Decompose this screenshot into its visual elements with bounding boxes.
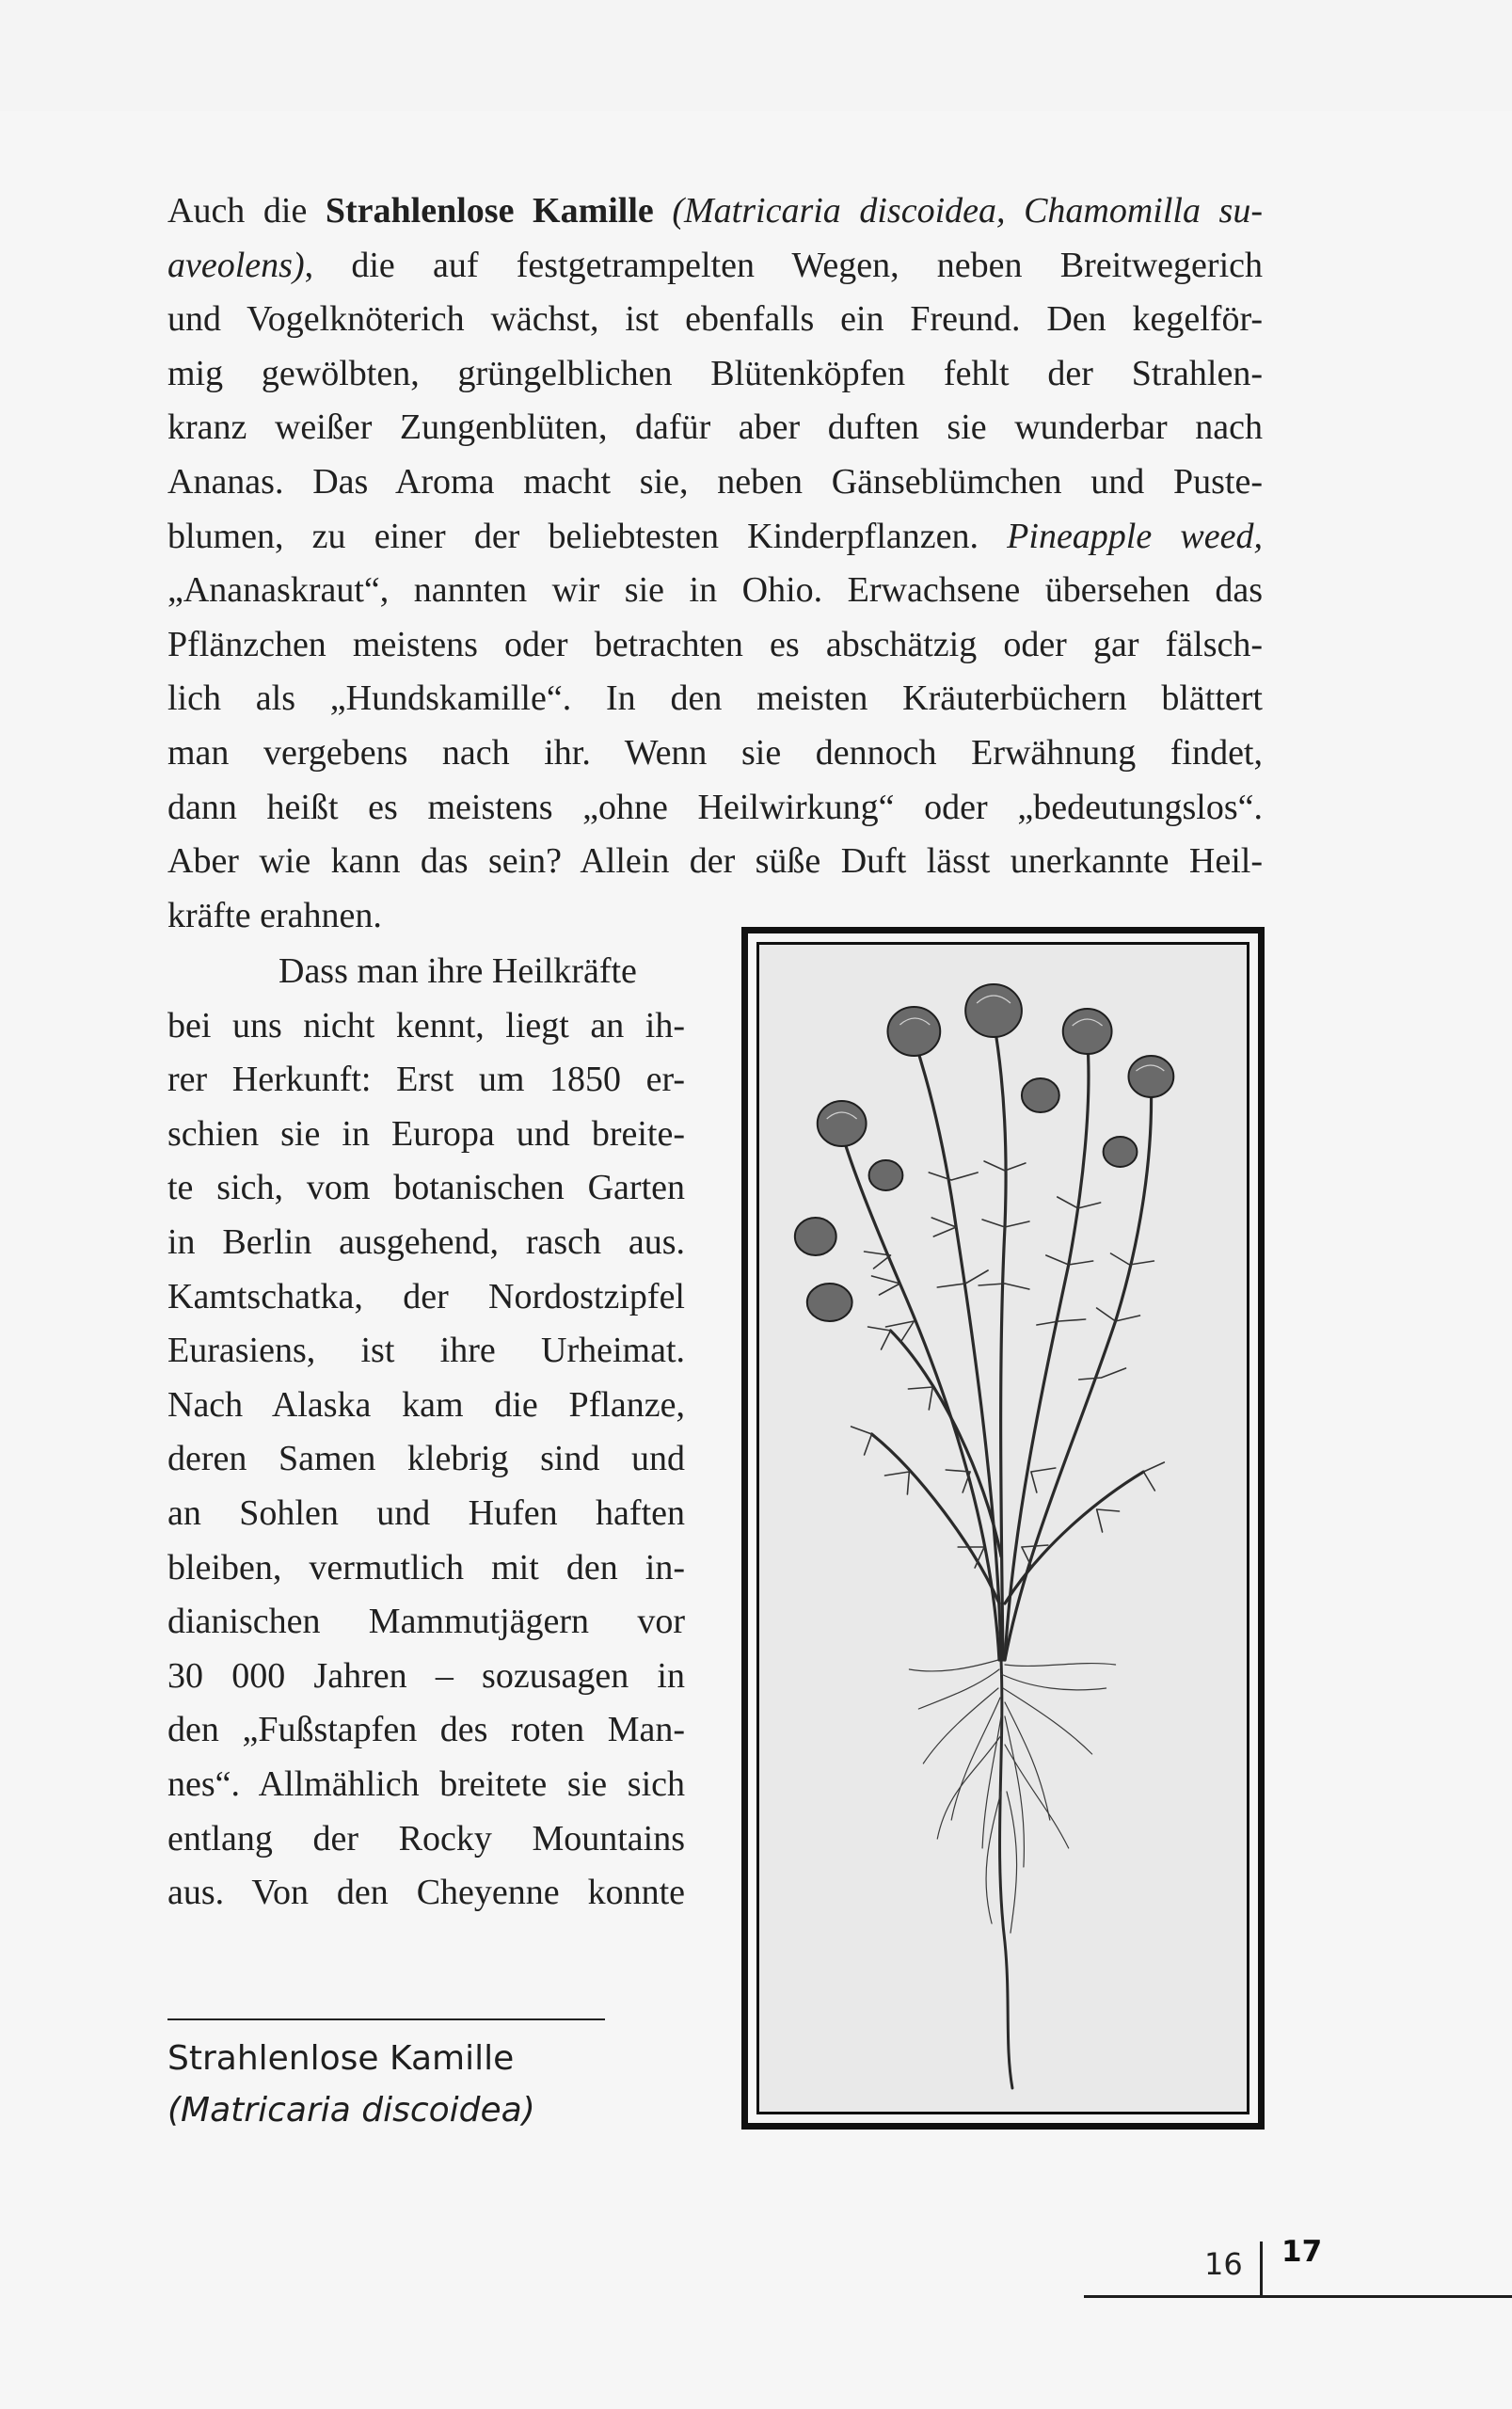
p2-line-5: te sich, vom botanischen Garten xyxy=(167,1168,685,1208)
paragraph-1 xyxy=(167,184,1263,943)
p2-line-13: dianischen Mammutjägern vor xyxy=(167,1602,685,1642)
p1-line-4: mig gewölbten, grüngelblichen Blütenköpfen fehlt der Strahlen- xyxy=(167,353,1263,393)
paragraph-2 xyxy=(167,945,685,1921)
illustration-panel xyxy=(756,942,1249,2114)
p2-line-15: den „Fußstapfen des roten Man- xyxy=(167,1710,685,1750)
p2-line-9: Nach Alaska kam die Pflanze, xyxy=(167,1384,685,1425)
folio-divider xyxy=(1260,2241,1263,2297)
caption-name: Strahlenlose Kamille xyxy=(167,2039,515,2078)
p1-line-12: dann heißt es meistens „ohne Heilwirkung“ oder „bedeutungslos“. xyxy=(167,787,1263,827)
p2-line-18: aus. Von den Cheyenne konnte xyxy=(167,1873,685,1913)
p2-line-7: Kamtschatka, der Nordostzipfel xyxy=(167,1276,685,1316)
p2-line-8: Eurasiens, ist ihre Urheimat. xyxy=(167,1331,685,1371)
p1-line-7: blumen, zu einer der beliebtesten Kinderpflanzen. Pineapple weed, xyxy=(167,516,1263,556)
p2-line-17: entlang der Rocky Mountains xyxy=(167,1818,685,1859)
figure-caption xyxy=(167,2033,732,2136)
plant-name-bold: Strahlenlose Kamille xyxy=(325,191,654,231)
p1-line-11: man vergebens nach ihr. Wenn sie dennoch Erwähnung findet, xyxy=(167,732,1263,773)
latin-name-italic: (Matricaria discoidea, Chamomilla su- xyxy=(672,191,1263,231)
p1-line-3: und Vogelknöterich wächst, ist ebenfalls ein Freund. Den kegelför- xyxy=(167,299,1263,340)
p2-line-10: deren Samen klebrig sind und xyxy=(167,1439,685,1479)
p2-line-14: 30 000 Jahren – sozusagen in xyxy=(167,1655,685,1696)
page-number-right: 17 xyxy=(1281,2235,1323,2269)
p1-line-6: Ananas. Das Aroma macht sie, neben Gänseblümchen und Puste- xyxy=(167,461,1263,502)
p1-line-5: kranz weißer Zungenblüten, dafür aber duften sie wunderbar nach xyxy=(167,407,1263,448)
page-number-left: 16 xyxy=(1204,2246,1243,2282)
p1-line-2: aveolens), die auf festgetrampelten Wegen, neben Breitwegerich xyxy=(167,245,1263,285)
p2-line-6: in Berlin ausgehend, rasch aus. xyxy=(167,1221,685,1262)
p2-line-1: Dass man ihre Heilkräfte xyxy=(279,951,637,991)
p2-line-4: schien sie in Europa und breite- xyxy=(167,1113,685,1154)
p2-line-12: bleiben, vermutlich mit den in- xyxy=(167,1547,685,1587)
page-top-band xyxy=(0,0,1512,111)
p2-line-3: rer Herkunft: Erst um 1850 er- xyxy=(167,1060,685,1100)
p1-line-8: „Ananaskraut“, nannten wir sie in Ohio. Erwachsene übersehen das xyxy=(167,570,1263,611)
pineapple-weed-illustration xyxy=(759,945,1247,2112)
illustration-frame xyxy=(741,927,1265,2130)
p2-line-16: nes“. Allmählich breitete sie sich xyxy=(167,1763,685,1804)
caption-latin: (Matricaria discoidea) xyxy=(167,2091,535,2130)
p1-line-9: Pflänzchen meistens oder betrachten es abschätzig oder gar fälsch- xyxy=(167,624,1263,664)
p1-line-13: Aber wie kann das sein? Allein der süße Duft lässt unerkannte Heil- xyxy=(167,841,1263,882)
caption-rule xyxy=(167,2018,605,2020)
p1-line-10: lich als „Hundskamille“. In den meisten Kräuterbüchern blättert xyxy=(167,678,1263,719)
p2-line-2: bei uns nicht kennt, liegt an ih- xyxy=(167,1005,685,1045)
p1-line-14: kräfte erahnen. xyxy=(167,895,382,935)
folio-rule xyxy=(1084,2295,1512,2298)
p2-line-11: an Sohlen und Hufen haften xyxy=(167,1492,685,1533)
p1-line-1: Auch die Strahlenlose Kamille (Matricaria discoidea, Chamomilla su- xyxy=(167,191,1263,231)
